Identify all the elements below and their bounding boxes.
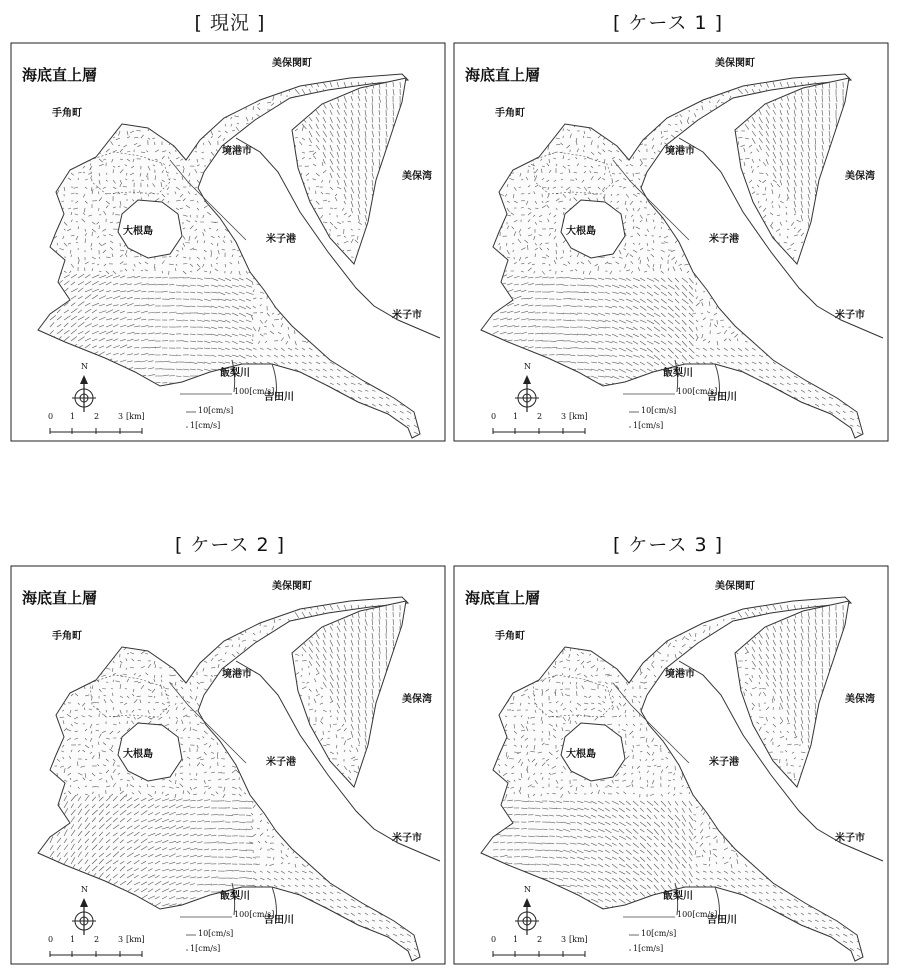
north-label: N	[81, 362, 88, 371]
scale-unit: [km]	[126, 412, 145, 421]
scale-tick-3: 3	[118, 412, 124, 421]
label-yoshida-river: 吉田川	[264, 392, 294, 403]
panel-title-current: [ 現況 ]	[194, 12, 266, 34]
panel-title-case2: [ ケース 2 ]	[174, 534, 286, 556]
label-yonago-city: 米子市	[392, 310, 422, 321]
label-mihonoseki: 美保関町	[272, 58, 312, 69]
panel-title-case1: [ ケース 1 ]	[612, 12, 724, 34]
map-panel-current	[10, 42, 446, 442]
map-canvas	[453, 42, 889, 442]
label-sakaiminato: 境港市	[222, 146, 252, 157]
map-panel-case1	[453, 42, 889, 442]
layer-title: 海底直上層	[22, 66, 98, 84]
scale-tick-2: 2	[94, 412, 100, 421]
label-tesumi: 手角町	[52, 108, 82, 119]
legend-10: 10[cm/s]	[198, 406, 234, 415]
label-mihowan: 美保湾	[402, 171, 432, 182]
label-daikonshima: 大根島	[123, 226, 153, 237]
label-iinashi-river: 飯梨川	[220, 368, 250, 379]
legend-100: 100[cm/s]	[234, 387, 275, 396]
scale-tick-0: 0	[48, 412, 54, 421]
label-yonago-port: 米子港	[266, 234, 296, 245]
map-canvas	[10, 42, 446, 442]
scale-tick-1: 1	[70, 412, 76, 421]
legend-1: 1[cm/s]	[190, 421, 221, 430]
panel-title-case3: [ ケース 3 ]	[612, 534, 724, 556]
